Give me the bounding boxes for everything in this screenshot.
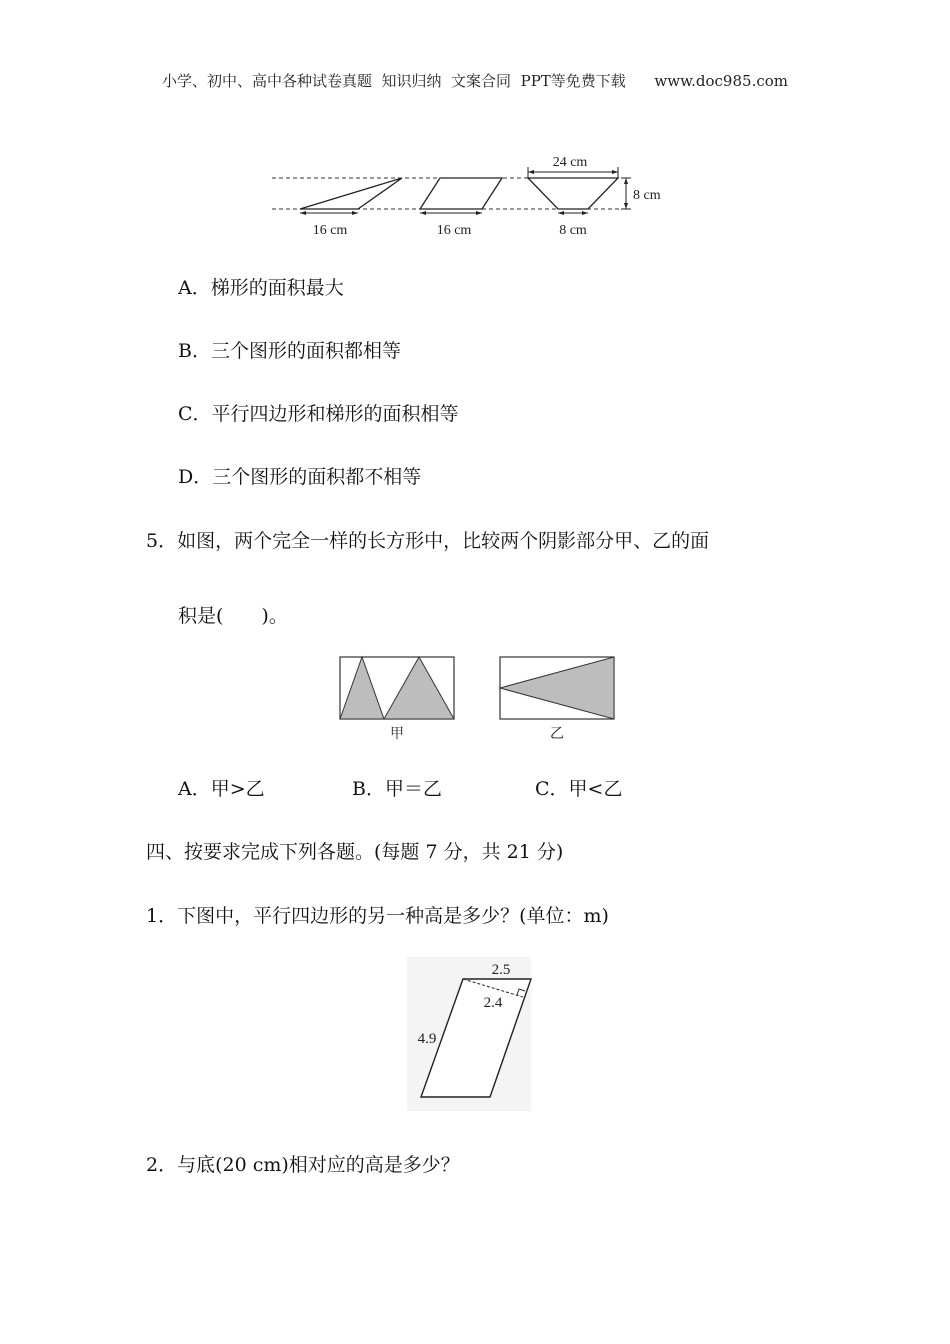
label-side-4-9: 4.9 <box>417 1031 437 1047</box>
trapezoid-shape <box>528 178 618 209</box>
label-height-2-4: 2.4 <box>483 995 503 1011</box>
q5-text-line2: 积是( )。 <box>178 605 288 627</box>
parallelogram-shape <box>420 178 502 209</box>
q5-option-a: A．甲>乙 <box>178 778 265 800</box>
section4-q1: 1．下图中，平行四边形的另一种高是多少？(单位：m) <box>146 905 609 927</box>
label-8cm-bottom: 8 cm <box>559 223 587 238</box>
q4-option-b: B．三个图形的面积都相等 <box>178 340 401 362</box>
q5-text-line1: 5．如图，两个完全一样的长方形中，比较两个阴影部分甲、乙的面 <box>146 530 710 552</box>
label-16cm-triangle: 16 cm <box>312 223 348 238</box>
q4-option-a: A．梯形的面积最大 <box>178 277 344 299</box>
shapes-figure <box>270 145 690 245</box>
label-jia: 甲 <box>390 727 404 742</box>
section4-q2: 2．与底(20 cm)相对应的高是多少？ <box>146 1154 460 1176</box>
q4-option-c: C．平行四边形和梯形的面积相等 <box>178 403 459 425</box>
label-8cm-height: 8 cm <box>633 188 661 203</box>
rectangles-figure <box>330 650 630 750</box>
label-yi: 乙 <box>550 727 564 742</box>
q5-option-b: B．甲＝乙 <box>352 778 442 800</box>
page-header: 小学、初中、高中各种试卷真题 知识归纳 文案合同 PPT等免费下载 www.doc985.com <box>161 72 788 90</box>
label-16cm-parallelogram: 16 cm <box>436 223 472 238</box>
label-24cm: 24 cm <box>552 155 588 170</box>
label-top-2-5: 2.5 <box>491 962 511 978</box>
section4-title: 四、按要求完成下列各题。(每题 7 分，共 21 分) <box>146 841 564 863</box>
q4-option-d: D．三个图形的面积都不相等 <box>178 466 422 488</box>
parallelogram-figure <box>405 955 535 1115</box>
q5-option-c: C．甲<乙 <box>535 778 623 800</box>
triangle-shape <box>300 178 402 209</box>
